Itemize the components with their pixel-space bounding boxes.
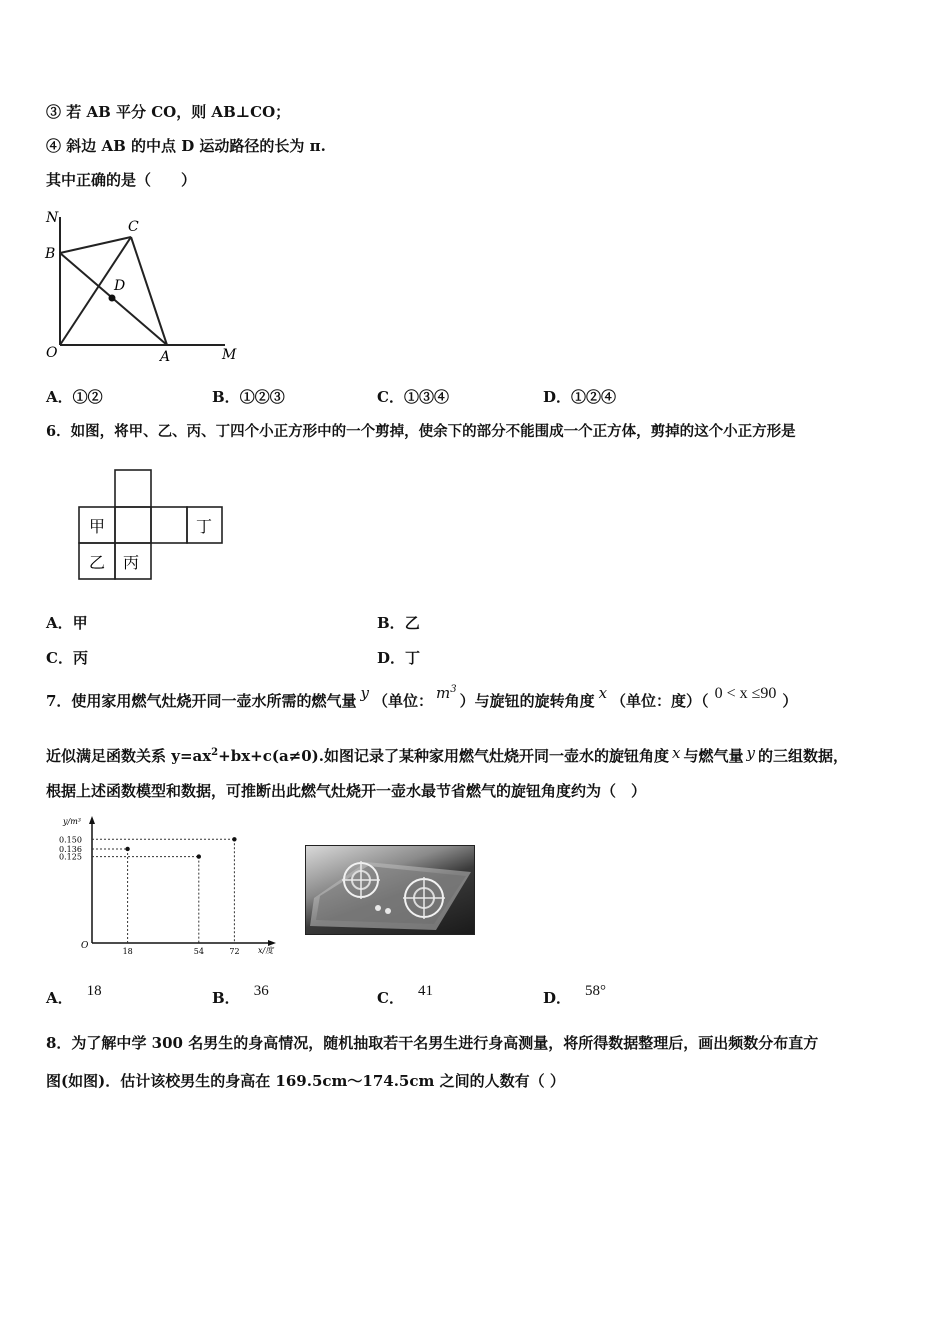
gas-stove-photo — [305, 845, 475, 935]
q6-option-b[interactable]: B．乙 — [377, 614, 420, 632]
label-C: C — [128, 219, 139, 235]
q5-geometry-figure — [40, 205, 245, 365]
q5-option-b[interactable]: B．①②③ — [212, 388, 285, 406]
label-O: O — [46, 345, 58, 361]
q6-option-d[interactable]: D．丁 — [377, 649, 421, 667]
q7-line-1: 7．使用家用燃气灶烧开同一壶水所需的燃气量 y （单位： $m^3$）与旋钮的旋转角度 x （单位：度）（ 0 < x ≤90 ） — [46, 684, 798, 710]
y-tick-label-2: 0.125 — [59, 852, 82, 862]
q5-statement-3: ③ 若 AB 平分 CO，则 AB⊥CO； — [46, 103, 291, 121]
q7-option-b[interactable]: B． 36 — [212, 983, 269, 1007]
label-M: M — [222, 347, 237, 363]
label-N: N — [46, 210, 59, 226]
q6-cube-net — [76, 468, 226, 583]
q7-option-c[interactable]: C． 41 — [377, 983, 433, 1007]
label-A: A — [160, 349, 171, 365]
y-tick-label-0: 0.150 — [59, 835, 82, 845]
y-axis-arrow — [89, 816, 95, 824]
x-axis-label: x/度 — [258, 946, 274, 955]
q8-line-2: 图(如图)．估计该校男生的身高在 169.5cm～174.5cm 之间的人数有（ ） — [46, 1072, 565, 1090]
q7-option-d[interactable]: D． 58° — [543, 983, 607, 1007]
q5-statement-4: ④ 斜边 AB 的中点 D 运动路径的长为 π. — [46, 137, 326, 155]
label-D: D — [114, 278, 126, 294]
data-point-0 — [125, 847, 129, 851]
q5-option-a[interactable]: A．①② — [46, 388, 103, 406]
cell-yi: 乙 — [89, 553, 106, 572]
q8-line-1: 8．为了解中学 300 名男生的身高情况，随机抽取若干名男生进行身高测量，将所得数据整理后，画出频数分布直方 — [46, 1034, 819, 1052]
y-tick-label-1: 0.136 — [59, 844, 82, 854]
data-point-2 — [232, 837, 236, 841]
q5-option-c[interactable]: C．①③④ — [377, 388, 449, 406]
q7-line-2: 近似满足函数关系 $y=ax^2+bx+c(a\ne 0)$.如图记录了某种家用燃气灶烧开同一壶水的旋钮角度 x 与燃气量 y 的三组数据， — [46, 744, 848, 765]
x-tick-label-1: 54 — [193, 947, 204, 956]
cell-bing: 丙 — [123, 553, 140, 572]
x-tick-label-0: 18 — [122, 947, 133, 956]
q7-option-a[interactable]: A． 18 — [46, 983, 102, 1007]
data-point-1 — [197, 854, 201, 858]
q5-option-d[interactable]: D．①②④ — [543, 388, 617, 406]
q5-question: 其中正确的是（ ） — [46, 171, 197, 189]
cell-ding: 丁 — [196, 517, 213, 536]
q7-line-3: 根据上述函数模型和数据，可推断出此燃气灶烧开一壶水最节省燃气的旋钮角度约为（ ） — [46, 782, 647, 800]
q6-option-c[interactable]: C．丙 — [46, 649, 88, 667]
q6-option-a[interactable]: A．甲 — [46, 614, 88, 632]
x-tick-label-2: 72 — [229, 947, 240, 956]
cell-jia: 甲 — [89, 517, 106, 536]
label-B: B — [45, 246, 56, 262]
q7-scatter-chart — [55, 812, 285, 962]
q6-stem: 6．如图，将甲、乙、丙、丁四个小正方形中的一个剪掉，使余下的部分不能围成一个正方体，剪掉的这个小正方形是 — [46, 423, 796, 440]
y-axis-label: y/m³ — [63, 817, 82, 826]
origin-label: O — [81, 941, 89, 951]
